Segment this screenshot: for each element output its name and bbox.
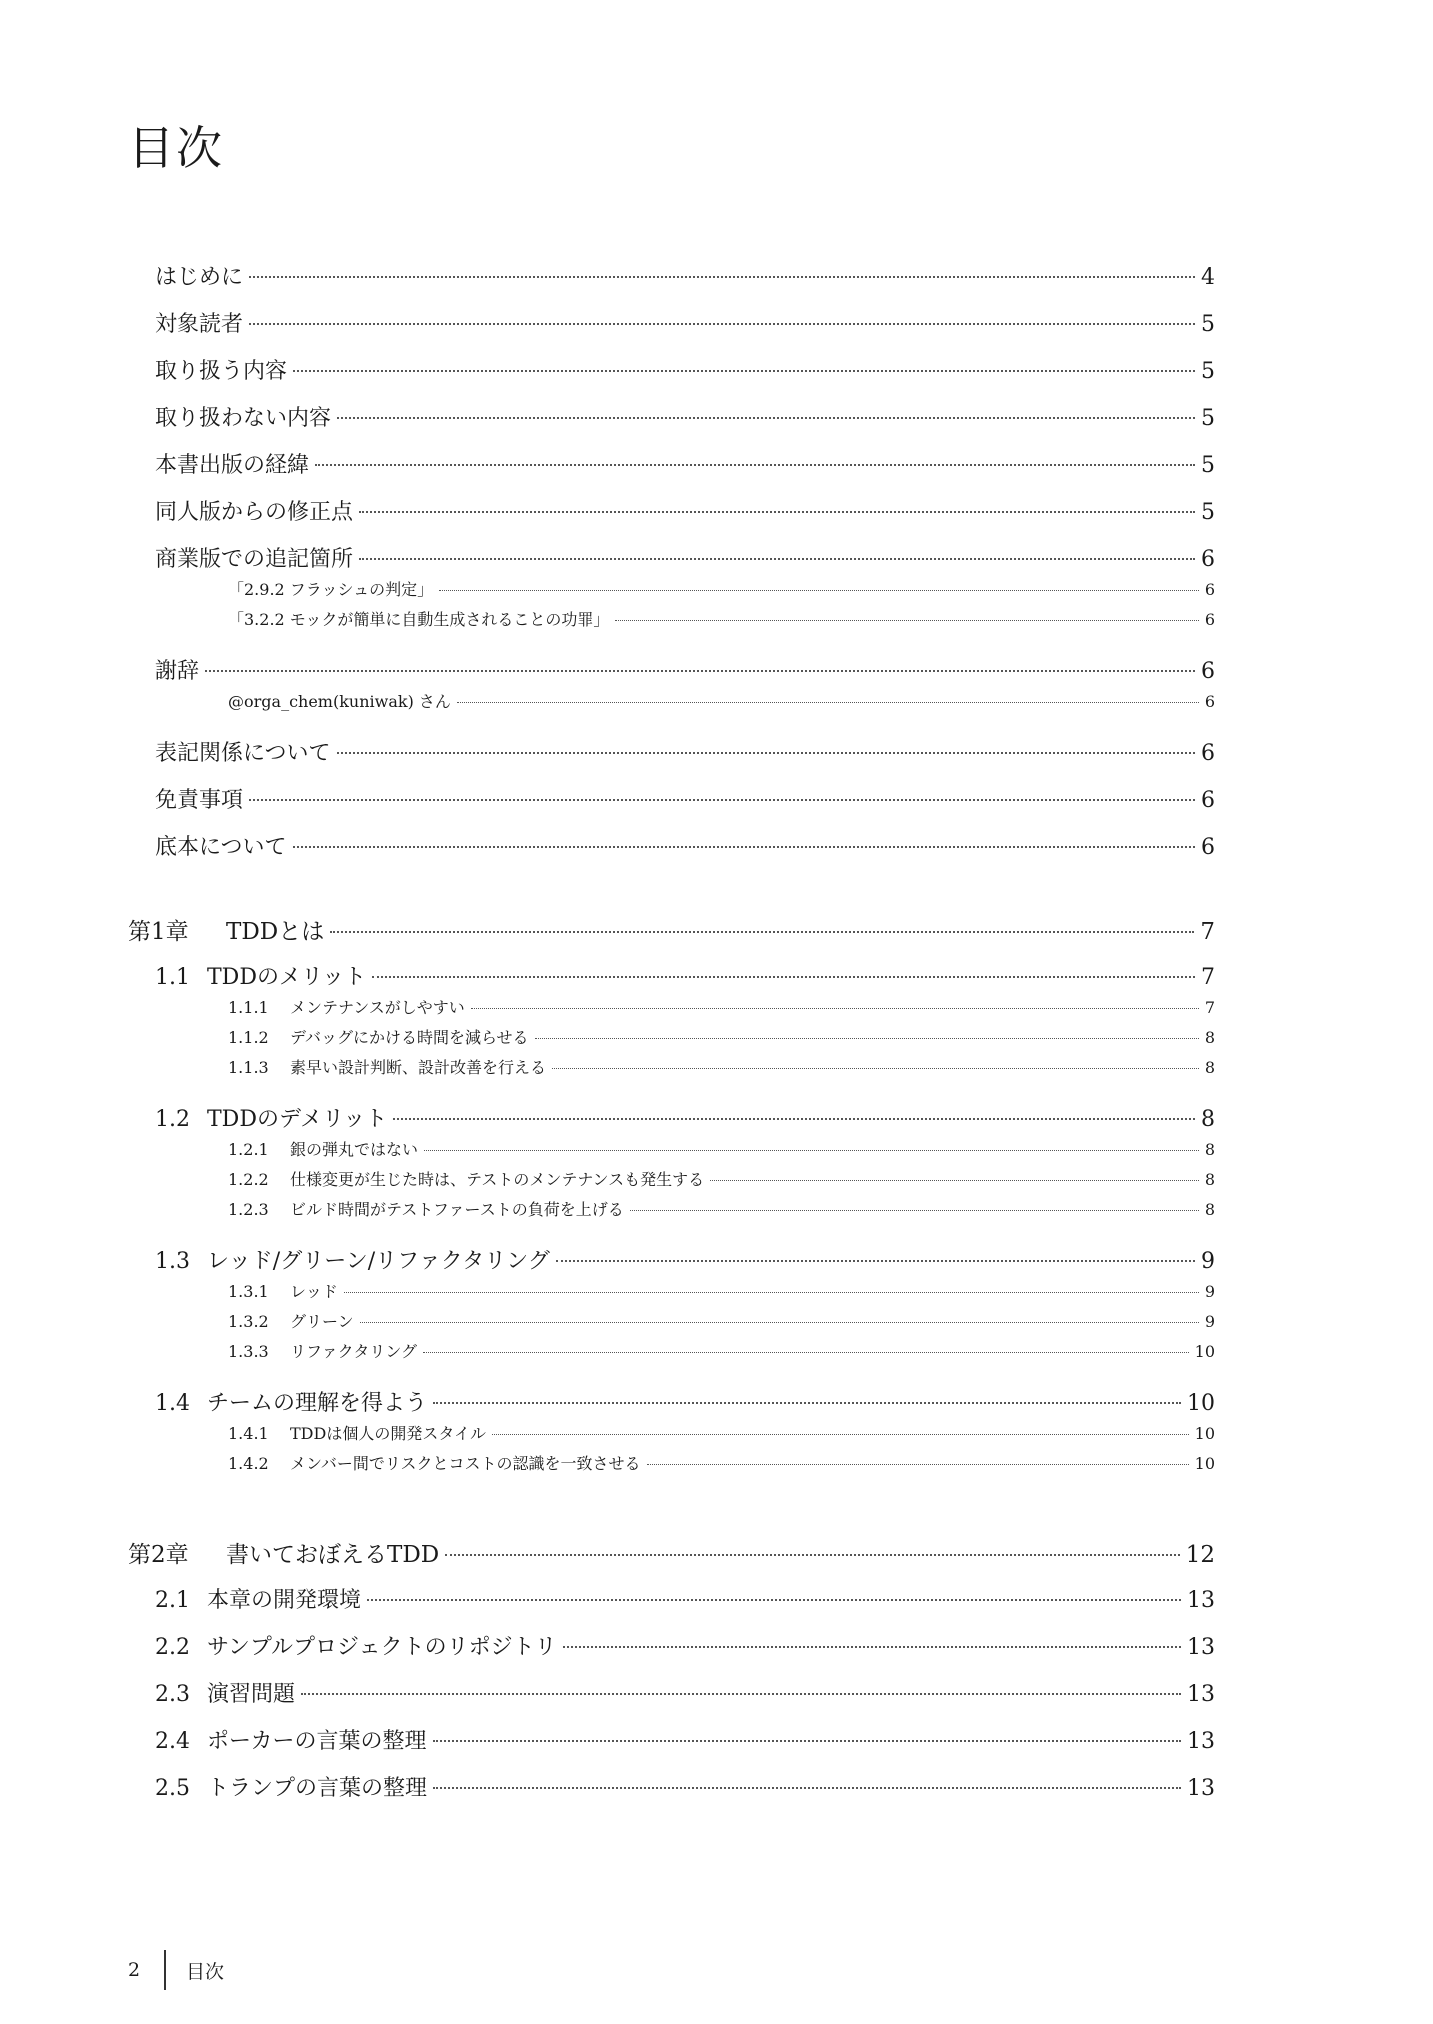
toc-entry-label: ポーカーの言葉の整理 bbox=[207, 1729, 427, 1754]
dot-leader bbox=[249, 276, 1195, 278]
toc-entry-label: サンプルプロジェクトのリポジトリ bbox=[207, 1635, 557, 1660]
dot-leader bbox=[293, 370, 1195, 372]
toc-chapter[interactable] bbox=[128, 1536, 1215, 1569]
toc-entry-number: 2.4 bbox=[155, 1729, 190, 1754]
dot-leader bbox=[372, 976, 1195, 978]
toc-entry-label: 取り扱う内容 bbox=[155, 359, 288, 384]
toc-entry-page: 9 bbox=[1204, 1312, 1215, 1331]
dot-leader bbox=[433, 1402, 1181, 1404]
toc-entry-label: ビルド時間がテストファーストの負荷を上げる bbox=[290, 1200, 624, 1219]
toc-subsection[interactable] bbox=[228, 1197, 1215, 1220]
toc-entry-page: 8 bbox=[1204, 1028, 1215, 1047]
toc-entry-label: チームの理解を得よう bbox=[207, 1391, 428, 1416]
dot-leader bbox=[337, 417, 1195, 419]
dot-leader bbox=[433, 1740, 1181, 1742]
dot-leader bbox=[337, 752, 1195, 754]
toc-subsection[interactable] bbox=[228, 1167, 1215, 1190]
dot-leader bbox=[424, 1150, 1199, 1151]
toc-entry-label: メンバー間でリスクとコストの認識を一致させる bbox=[290, 1454, 641, 1473]
toc-entry-page: 7 bbox=[1200, 919, 1215, 945]
toc-entry-number: 1.4.2 bbox=[228, 1454, 269, 1473]
toc-entry-page: 7 bbox=[1204, 998, 1215, 1017]
toc-entry-page: 5 bbox=[1201, 406, 1215, 431]
toc-entry-number: 1.1.3 bbox=[228, 1058, 269, 1077]
toc-entry[interactable] bbox=[155, 401, 1215, 432]
dot-leader bbox=[471, 1008, 1199, 1009]
toc-subsection[interactable] bbox=[228, 1339, 1215, 1362]
toc-entry-number: 1.2.1 bbox=[228, 1140, 269, 1159]
toc-entry-page: 9 bbox=[1204, 1282, 1215, 1301]
toc-entry-page: 13 bbox=[1187, 1729, 1215, 1754]
toc-section[interactable] bbox=[155, 1724, 1215, 1755]
dot-leader bbox=[360, 1322, 1199, 1323]
dot-leader bbox=[552, 1068, 1199, 1069]
dot-leader bbox=[556, 1260, 1195, 1262]
toc-entry-label: はじめに bbox=[155, 265, 244, 290]
toc-entry-label: 演習問題 bbox=[207, 1682, 296, 1707]
toc-subsection[interactable] bbox=[228, 1137, 1215, 1160]
toc-entry-label: 謝辞 bbox=[155, 659, 200, 684]
toc-subsection[interactable] bbox=[228, 1055, 1215, 1078]
toc-entry[interactable] bbox=[155, 260, 1215, 291]
dot-leader bbox=[359, 511, 1195, 513]
toc-entry-page: 13 bbox=[1187, 1682, 1215, 1707]
toc-entry-label: TDDのデメリット bbox=[207, 1107, 388, 1132]
dot-leader bbox=[433, 1787, 1181, 1789]
toc-entry-number: 1.3 bbox=[155, 1249, 190, 1274]
toc-entry-label: @orga_chem(kuniwak) さん bbox=[228, 692, 451, 711]
toc-section[interactable] bbox=[155, 1583, 1215, 1614]
toc-entry-label: 同人版からの修正点 bbox=[155, 500, 354, 525]
dot-leader bbox=[630, 1210, 1199, 1211]
toc-entry-page: 5 bbox=[1201, 312, 1215, 337]
toc-entry-number: 2.1 bbox=[155, 1588, 190, 1613]
toc-entry-page: 7 bbox=[1201, 965, 1215, 990]
toc-entry-label: メンテナンスがしやすい bbox=[290, 998, 465, 1017]
toc-entry-page: 8 bbox=[1201, 1107, 1215, 1132]
toc-section[interactable] bbox=[155, 1386, 1215, 1417]
toc-entry-page: 5 bbox=[1201, 453, 1215, 478]
toc-entry-number: 2.2 bbox=[155, 1635, 190, 1660]
toc-entry-page: 8 bbox=[1204, 1058, 1215, 1077]
toc-entry-number: 1.4.1 bbox=[228, 1424, 269, 1443]
toc-entry[interactable] bbox=[155, 448, 1215, 479]
dot-leader bbox=[423, 1352, 1189, 1353]
toc-entry[interactable] bbox=[155, 654, 1215, 685]
toc-entry-page: 6 bbox=[1201, 835, 1215, 860]
toc-entry-page: 10 bbox=[1194, 1454, 1215, 1473]
toc-entry-number: 1.1.2 bbox=[228, 1028, 269, 1047]
toc-entry-page: 8 bbox=[1204, 1170, 1215, 1189]
dot-leader bbox=[563, 1646, 1181, 1648]
dot-leader bbox=[249, 323, 1195, 325]
toc-entry-number: 1.4 bbox=[155, 1391, 190, 1416]
toc-entry-label: デバッグにかける時間を減らせる bbox=[290, 1028, 529, 1047]
toc-entry-page: 13 bbox=[1187, 1776, 1215, 1801]
toc-subsection[interactable] bbox=[228, 1451, 1215, 1474]
dot-leader bbox=[457, 702, 1199, 703]
toc-entry-number: 2.5 bbox=[155, 1776, 190, 1801]
toc-entry-number: 1.1.1 bbox=[228, 998, 269, 1017]
dot-leader bbox=[359, 558, 1195, 560]
toc-entry-label: TDDとは bbox=[226, 919, 325, 945]
toc-entry-label: リファクタリング bbox=[290, 1342, 418, 1361]
toc-entry[interactable] bbox=[155, 783, 1215, 814]
toc-entry-page: 6 bbox=[1201, 659, 1215, 684]
toc-entry-label: グリーン bbox=[290, 1312, 354, 1331]
footer-section-title: 目次 bbox=[186, 1960, 225, 1983]
dot-leader bbox=[535, 1038, 1199, 1039]
dot-leader bbox=[710, 1180, 1199, 1181]
toc-section[interactable] bbox=[155, 1102, 1215, 1133]
toc-entry[interactable] bbox=[155, 830, 1215, 861]
toc-entry-number: 1.2 bbox=[155, 1107, 190, 1132]
toc-entry-label: 対象読者 bbox=[155, 312, 244, 337]
toc-entry-label: 本書出版の経緯 bbox=[155, 453, 310, 478]
toc-section[interactable] bbox=[155, 1771, 1215, 1802]
toc-subentry[interactable] bbox=[228, 577, 1215, 600]
dot-leader bbox=[330, 931, 1194, 933]
toc-entry-page: 6 bbox=[1201, 741, 1215, 766]
dot-leader bbox=[301, 1693, 1181, 1695]
toc-entry-page: 13 bbox=[1187, 1588, 1215, 1613]
toc-entry-label: 「3.2.2 モックが簡単に自動生成されることの功罪」 bbox=[228, 610, 610, 629]
toc-entry-page: 8 bbox=[1204, 1200, 1215, 1219]
toc-subsection[interactable] bbox=[228, 1309, 1215, 1332]
dot-leader bbox=[393, 1118, 1195, 1120]
toc-subsection[interactable] bbox=[228, 1279, 1215, 1302]
toc-subsection[interactable] bbox=[228, 1025, 1215, 1048]
toc-entry-page: 4 bbox=[1201, 265, 1215, 290]
toc-section[interactable] bbox=[155, 1244, 1215, 1275]
dot-leader bbox=[439, 590, 1199, 591]
toc-section[interactable] bbox=[155, 1677, 1215, 1708]
dot-leader bbox=[205, 670, 1195, 672]
toc-entry-label: TDDのメリット bbox=[207, 965, 367, 990]
toc-entry-page: 10 bbox=[1194, 1424, 1215, 1443]
toc-entry-page: 13 bbox=[1187, 1635, 1215, 1660]
footer-divider bbox=[164, 1950, 166, 1990]
toc-entry[interactable] bbox=[155, 307, 1215, 338]
toc-entry-number: 1.2.3 bbox=[228, 1200, 269, 1219]
toc-entry-label: 本章の開発環境 bbox=[207, 1588, 362, 1613]
toc-entry-number: 第2章 bbox=[128, 1542, 189, 1568]
toc-entry-number: 2.3 bbox=[155, 1682, 190, 1707]
toc-entry-label: 商業版での追記箇所 bbox=[155, 547, 354, 572]
toc-entry-label: 銀の弾丸ではない bbox=[290, 1140, 419, 1159]
toc-entry-number: 1.2.2 bbox=[228, 1170, 269, 1189]
toc-entry-page: 6 bbox=[1201, 788, 1215, 813]
toc-entry-label: 素早い設計判断、設計改善を行える bbox=[290, 1058, 547, 1077]
toc-entry-number: 第1章 bbox=[128, 919, 189, 945]
dot-leader bbox=[249, 799, 1195, 801]
toc-entry-page: 8 bbox=[1204, 1140, 1215, 1159]
toc-section[interactable] bbox=[155, 960, 1215, 991]
toc-entry-page: 5 bbox=[1201, 500, 1215, 525]
toc-entry-page: 6 bbox=[1204, 580, 1215, 599]
toc-entry-label: 表記関係について bbox=[155, 741, 331, 766]
toc-entry-label: 仕様変更が生じた時は、テストのメンテナンスも発生する bbox=[290, 1170, 705, 1189]
toc-entry-page: 6 bbox=[1204, 692, 1215, 711]
toc-entry-label: TDDは個人の開発スタイル bbox=[290, 1424, 487, 1443]
page-footer bbox=[128, 1950, 224, 1990]
toc-entry-page: 6 bbox=[1204, 610, 1215, 629]
dot-leader bbox=[445, 1554, 1179, 1556]
toc-subsection[interactable] bbox=[228, 995, 1215, 1018]
dot-leader bbox=[315, 464, 1195, 466]
toc-entry-page: 9 bbox=[1201, 1249, 1215, 1274]
toc-entry-page: 12 bbox=[1185, 1542, 1215, 1568]
toc-entry[interactable] bbox=[155, 736, 1215, 767]
toc-subentry[interactable] bbox=[228, 689, 1215, 712]
toc-entry-page: 6 bbox=[1201, 547, 1215, 572]
toc-entry-label: 取り扱わない内容 bbox=[155, 406, 332, 431]
toc-entry[interactable] bbox=[155, 354, 1215, 385]
toc-entry-number: 1.3.1 bbox=[228, 1282, 269, 1301]
page-title: 目次 bbox=[128, 121, 224, 175]
toc-entry-page: 10 bbox=[1194, 1342, 1215, 1361]
toc-entry-label: レッド bbox=[290, 1282, 338, 1301]
toc-chapter[interactable] bbox=[128, 913, 1215, 946]
dot-leader bbox=[492, 1434, 1189, 1435]
dot-leader bbox=[293, 846, 1195, 848]
dot-leader bbox=[615, 620, 1198, 621]
toc-entry-label: 「2.9.2 フラッシュの判定」 bbox=[228, 580, 434, 599]
toc-subsection[interactable] bbox=[228, 1421, 1215, 1444]
toc-entry[interactable] bbox=[155, 542, 1215, 573]
toc-entry-label: 免責事項 bbox=[155, 788, 244, 813]
dot-leader bbox=[367, 1599, 1181, 1601]
toc-entry-number: 1.3.2 bbox=[228, 1312, 269, 1331]
toc-entry-page: 10 bbox=[1187, 1391, 1215, 1416]
toc-entry-number: 1.1 bbox=[155, 965, 190, 990]
toc-entry-number: 1.3.3 bbox=[228, 1342, 269, 1361]
toc-entry-page: 5 bbox=[1201, 359, 1215, 384]
toc-entry-label: 底本について bbox=[155, 835, 287, 860]
toc-entry-label: レッド/グリーン/リファクタリング bbox=[207, 1249, 550, 1274]
toc-entry-label: トランプの言葉の整理 bbox=[207, 1776, 428, 1801]
dot-leader bbox=[647, 1464, 1189, 1465]
toc-subentry[interactable] bbox=[228, 607, 1215, 630]
toc-section[interactable] bbox=[155, 1630, 1215, 1661]
footer-page-number: 2 bbox=[128, 1959, 141, 1981]
toc-entry-label: 書いておぼえるTDD bbox=[226, 1542, 440, 1568]
toc-entry[interactable] bbox=[155, 495, 1215, 526]
dot-leader bbox=[344, 1292, 1199, 1293]
